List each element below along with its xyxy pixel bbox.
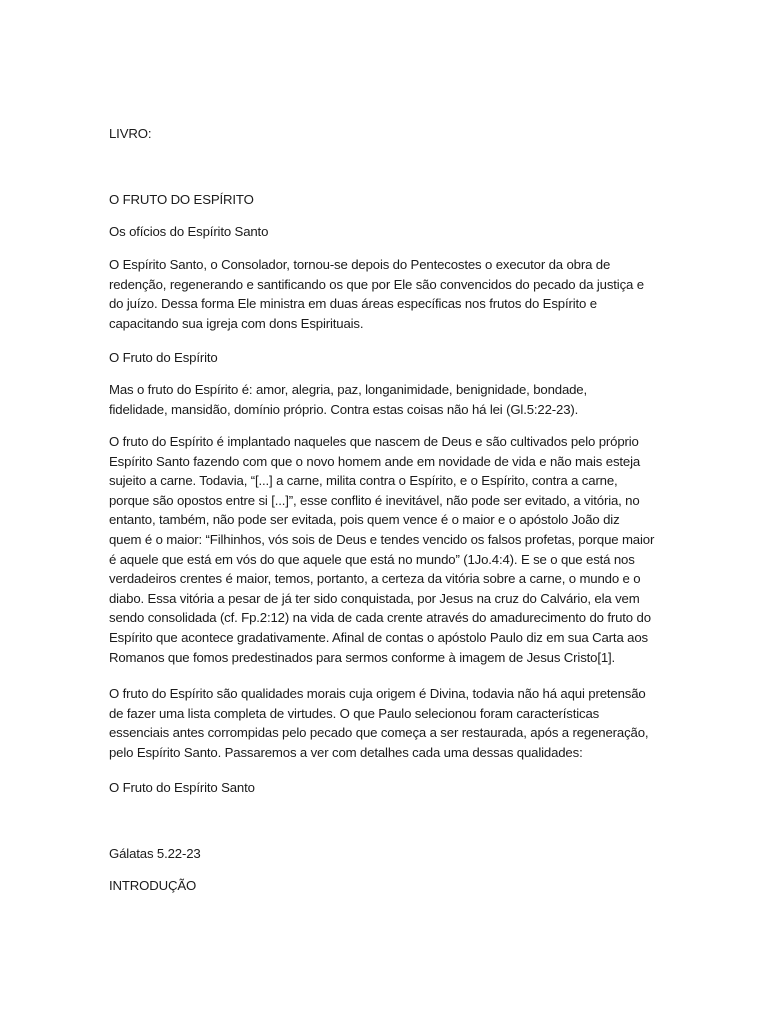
scripture-reference bbox=[109, 844, 665, 864]
paragraph-line: porque são opostos entre si [...]”, esse conflito é inevitável, não pode ser evitado, a vitória, no bbox=[109, 492, 640, 508]
paragraph-line: verdadeiros crentes é maior, temos, portanto, a certeza da vitória sobre a carne, o mundo e o bbox=[109, 571, 641, 587]
paragraph-line: pelo Espírito Santo. Passaremos a ver com detalhes cada uma dessas qualidades: bbox=[109, 744, 583, 760]
paragraph-line: Mas o fruto do Espírito é: amor, alegria, paz, longanimidade, benignidade, bondade, bbox=[109, 382, 588, 397]
paragraph-line: sendo consolidada (cf. Fp.2:12) na vida de cada crente através do amadurecimento do fruto do bbox=[109, 610, 651, 626]
paragraph-3 bbox=[109, 432, 665, 667]
paragraph-2 bbox=[109, 380, 665, 419]
paragraph-line: sujeito a carne. Todavia, “[...] a carne, milita contra o Espírito, e o Espírito, contra a carne, bbox=[109, 473, 618, 489]
document-title-text: O FRUTO DO ESPÍRITO bbox=[109, 192, 254, 207]
paragraph-line: Espírito Santo fazendo com que o novo homem ande em novidade de vida e não mais esteja bbox=[109, 453, 641, 469]
paragraph-line: O Espírito Santo, o Consolador, tornou-se depois do Pentecostes o executor da obra de bbox=[109, 257, 611, 272]
paragraph-1 bbox=[109, 255, 665, 333]
paragraph-4 bbox=[109, 684, 665, 762]
section-heading-fruto bbox=[109, 348, 665, 368]
paragraph-line: entanto, também, não pode ser evitada, pois quem vence é o maior e o apóstolo João diz bbox=[109, 512, 620, 528]
section-heading-fruto-santo bbox=[109, 778, 665, 798]
introducao-heading bbox=[109, 876, 665, 896]
paragraph-line: diabo. Essa vitória a pesar de já ter sido conquistada, por Jesus na cruz do Calvário, ela vem bbox=[109, 590, 640, 606]
paragraph-line: é aquele que está em vós do que aquele que está no mundo” (1Jo.4:4). E se o que está nos bbox=[109, 551, 635, 567]
paragraph-line: quem é o maior: “Filhinhos, vós sois de Deus e tendes vencido os falsos profetas, porque maior bbox=[109, 531, 655, 547]
paragraph-line: O fruto do Espírito é implantado naqueles que nascem de Deus e são cultivados pelo próprio bbox=[109, 434, 639, 449]
document-subtitle bbox=[109, 222, 665, 242]
introducao-heading-text: INTRODUÇÃO bbox=[109, 878, 197, 893]
scripture-reference-text: Gálatas 5.22-23 bbox=[109, 846, 201, 861]
document-title bbox=[109, 190, 665, 210]
paragraph-line: de fazer uma lista completa de virtudes. O que Paulo selecionou foram características bbox=[109, 705, 600, 721]
paragraph-line: capacitando sua igreja com dons Espirituais. bbox=[109, 315, 364, 331]
paragraph-line: O Fruto do Espírito Santo bbox=[109, 780, 255, 795]
paragraph-line: O fruto do Espírito são qualidades morais cuja origem é Divina, todavia não há aqui pretensão bbox=[109, 686, 646, 701]
paragraph-line: Espírito que acontece gradativamente. Afinal de contas o apóstolo Paulo diz em sua Carta aos bbox=[109, 629, 648, 645]
paragraph-line: fidelidade, mansidão, domínio próprio. Contra estas coisas não há lei (Gl.5:22-23). bbox=[109, 401, 579, 417]
paragraph-line: redenção, regenerando e santificando os que por Ele são convencidos do pecado da justiça e bbox=[109, 276, 644, 292]
livro-label-text: LIVRO: bbox=[109, 126, 152, 141]
paragraph-line: do juízo. Dessa forma Ele ministra em duas áreas específicas nos frutos do Espírito e bbox=[109, 296, 597, 312]
livro-label bbox=[109, 124, 665, 144]
document-subtitle-text: Os ofícios do Espírito Santo bbox=[109, 224, 269, 239]
paragraph-line: essenciais antes corrompidas pelo pecado que começa a ser restaurada, após a regeneração, bbox=[109, 725, 649, 741]
paragraph-line: O Fruto do Espírito bbox=[109, 350, 218, 365]
paragraph-line: Romanos que fomos predestinados para sermos conforme à imagem de Jesus Cristo[1]. bbox=[109, 649, 616, 665]
